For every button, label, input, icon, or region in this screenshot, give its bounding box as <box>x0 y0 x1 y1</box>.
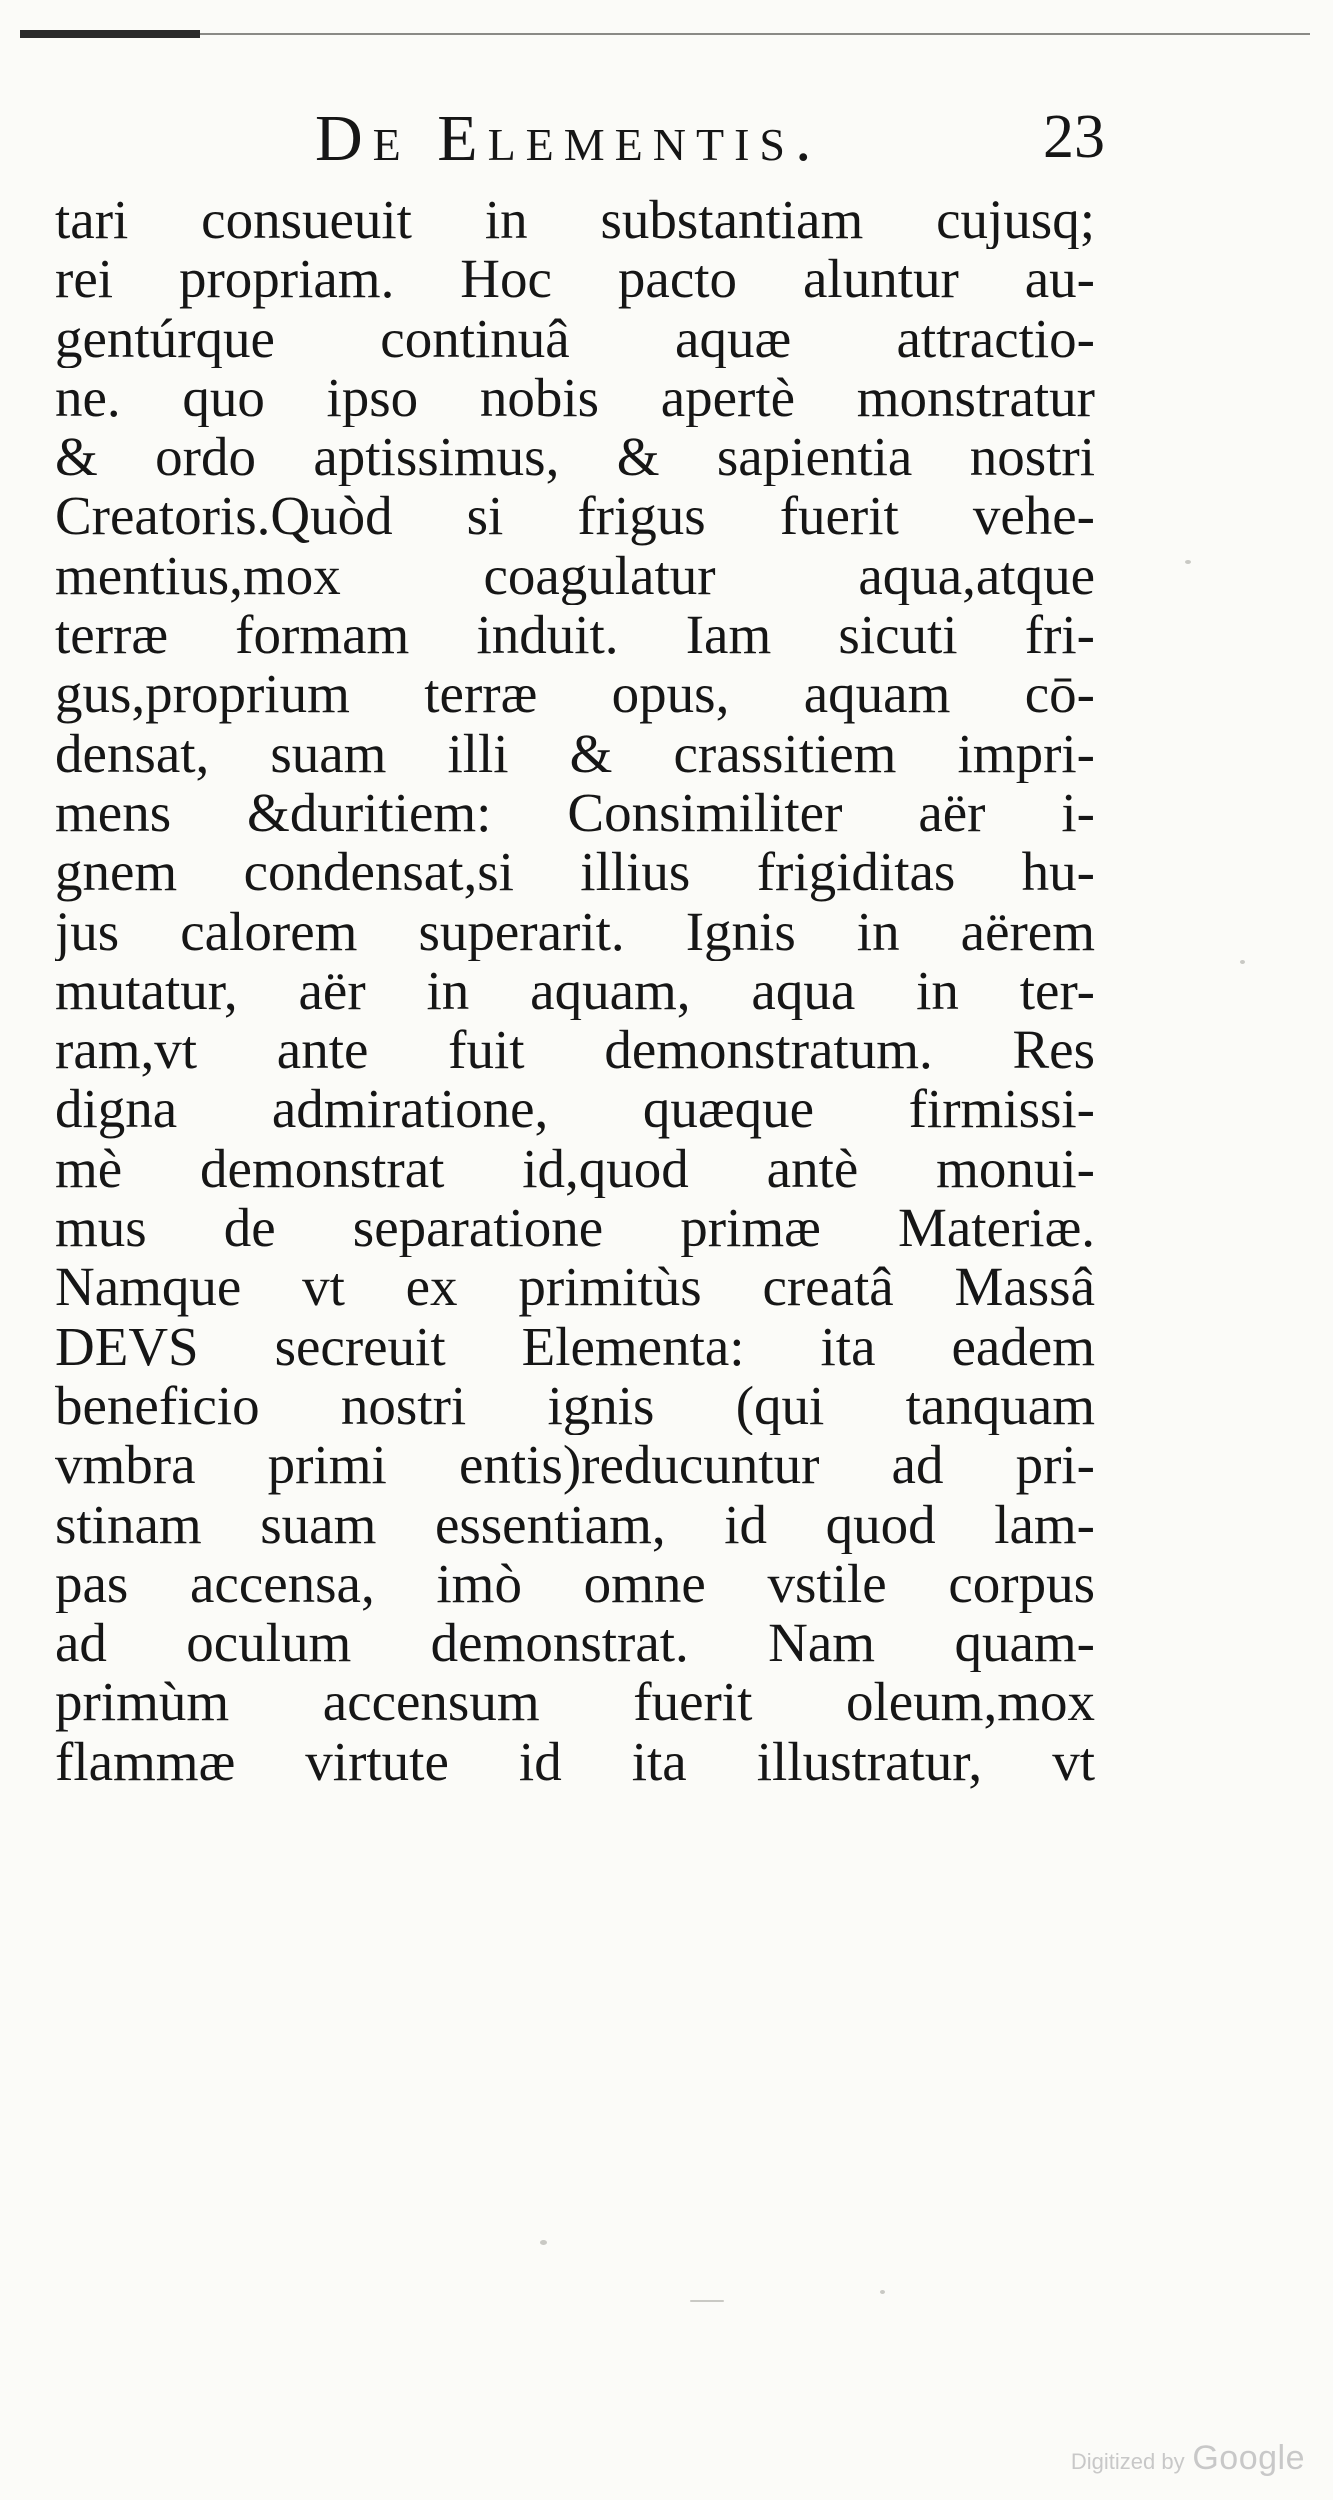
text-line: digna admiratione, quæque firmissi- <box>55 1079 1095 1139</box>
text-line: & ordo aptissimus, & sapientia nostri <box>55 427 1095 487</box>
top-edge-rule <box>20 30 1310 38</box>
text-line: gnem condensat,si illius frigiditas hu- <box>55 842 1095 902</box>
text-line: primùm accensum fuerit oleum,mox <box>55 1672 1095 1732</box>
text-line: mus de separatione primæ Materiæ. <box>55 1198 1095 1258</box>
text-line: ad oculum demonstrat. Nam quam- <box>55 1613 1095 1673</box>
text-line: gus,proprium terræ opus, aquam cō- <box>55 664 1095 724</box>
digitized-by-google-watermark <box>1071 2439 1305 2478</box>
paper-speck <box>1240 960 1245 964</box>
text-line: beneficio nostri ignis (qui tanquam <box>55 1375 1095 1436</box>
text-line: mentius,mox coagulatur aqua,atque <box>55 545 1095 606</box>
running-head <box>70 100 1110 180</box>
text-line: terræ formam induit. Iam sicuti fri- <box>55 605 1095 665</box>
watermark-brand: Google <box>1192 2439 1305 2477</box>
text-line: densat, suam illi & crassitiem impri- <box>55 723 1095 783</box>
text-line: mens &duritiem: Consimiliter aër i- <box>55 782 1095 843</box>
paper-speck <box>1185 560 1191 564</box>
text-line: stinam suam essentiam, id quod lam- <box>55 1494 1095 1554</box>
body-text <box>55 190 1095 1791</box>
text-line: mutatur, aër in aquam, aqua in ter- <box>55 960 1095 1021</box>
text-line: Creatoris.Quòd si frigus fuerit vehe- <box>55 486 1095 546</box>
text-line: ram,vt ante fuit demonstratum. Res <box>55 1020 1095 1080</box>
text-line: vmbra primi entis)reducuntur ad pri- <box>55 1435 1095 1495</box>
text-line: ne. quo ipso nobis apertè monstratur <box>55 367 1095 428</box>
text-line: DEVS secreuit Elementa: ita eadem <box>55 1316 1095 1376</box>
paper-speck <box>690 2300 724 2302</box>
running-head-title: De Elementis. <box>315 102 822 175</box>
text-line: gentúrque continuâ aquæ attractio- <box>55 308 1095 368</box>
text-line: Namque vt ex primitùs creatâ Massâ <box>55 1257 1095 1317</box>
text-line: flammæ virtute id ita illustratur, vt <box>55 1731 1095 1792</box>
paper-speck <box>540 2240 547 2245</box>
text-line: tari consueuit in substantiam cujusq; <box>55 190 1095 250</box>
text-line: rei propriam. Hoc pacto aluntur au- <box>55 249 1095 309</box>
text-line: mè demonstrat id,quod antè monui- <box>55 1138 1095 1199</box>
paper-speck <box>880 2290 885 2294</box>
watermark-prefix: Digitized by <box>1070 2449 1185 2474</box>
page-number: 23 <box>1043 103 1105 171</box>
text-line: jus calorem superarit. Ignis in aërem <box>55 901 1095 961</box>
text-line: pas accensa, imò omne vstile corpus <box>55 1553 1095 1614</box>
